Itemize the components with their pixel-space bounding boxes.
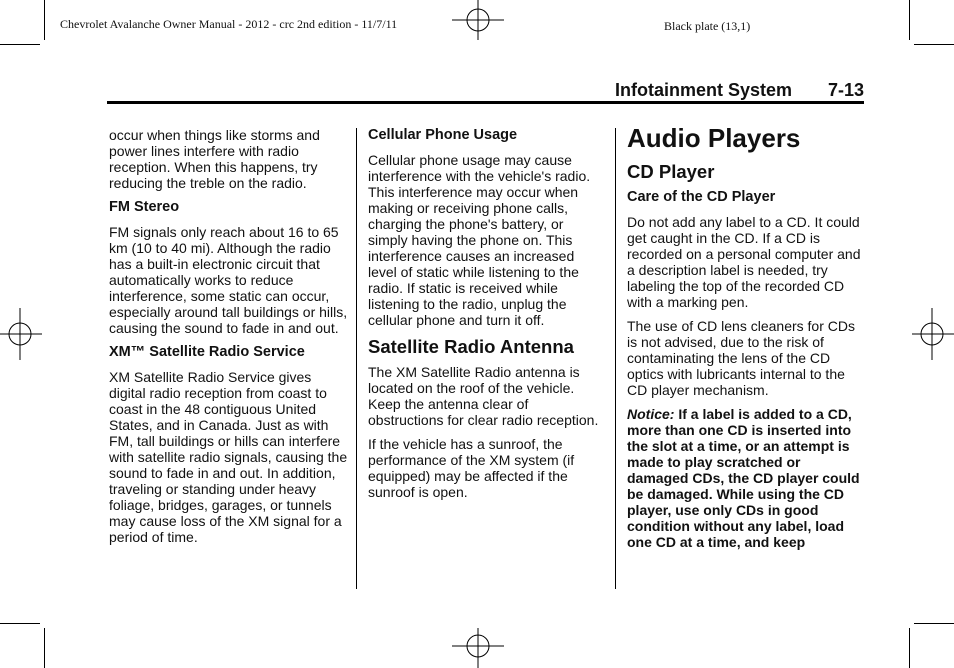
notice-label: Notice: bbox=[627, 406, 675, 422]
heading-xm-satellite: XM™ Satellite Radio Service bbox=[109, 344, 305, 360]
registration-mark-top bbox=[452, 0, 504, 44]
paragraph-care-2: The use of CD lens cleaners for CDs is not advised, due to the risk of contaminating the lens of the CD optics with lubricants internal to the CD player mechanism. bbox=[627, 318, 855, 398]
column-1 bbox=[109, 127, 349, 553]
paragraph-fm-stereo: FM signals only reach about 16 to 65 km (10 to 40 mi). Although the radio has a built-in electronic circuit that automatically works to reduce interference, some static can occur, especially around tall buildings or hills, causing the sound to fade in and out. bbox=[109, 224, 348, 336]
notice-text: If a label is added to a CD, more than one CD is inserted into the slot at a time, or an attempt is made to play scratched or damaged CDs, the CD player could be damaged. While using the CD player, use only CDs in good condition without any label, load one CD at a time, and keep bbox=[627, 406, 860, 550]
heading-cd-player: CD Player bbox=[627, 161, 715, 182]
section-title: Infotainment System bbox=[615, 80, 793, 100]
paragraph-intro: occur when things like storms and power lines interfere with radio reception. When this happens, try reducing the treble on the radio. bbox=[109, 127, 320, 191]
registration-mark-left bbox=[0, 308, 44, 360]
column-3 bbox=[627, 124, 864, 558]
paragraph-antenna-2: If the vehicle has a sunroof, the performance of the XM system (if equipped) may be affected if the sunroof is open. bbox=[368, 436, 575, 500]
heading-fm-stereo: FM Stereo bbox=[109, 199, 180, 215]
paragraph-xm-satellite: XM Satellite Radio Service gives digital radio reception from coast to coast in the 48 contiguous United States, and in Canada. Just as with FM, tall buildings or hills can interfere with satellite radio signals, causing the sound to fade in and out. In addition, traveling or standing under heavy foliage, bridges, garages, or tunnels may cause loss of the XM signal for a period of time. bbox=[109, 369, 348, 545]
header-rule bbox=[107, 101, 864, 104]
heading-care-cd-player: Care of the CD Player bbox=[627, 189, 776, 205]
heading-audio-players: Audio Players bbox=[627, 123, 801, 153]
column-2 bbox=[368, 127, 606, 508]
paragraph-care-1: Do not add any label to a CD. It could get caught in the CD. If a CD is recorded on a personal computer and a description label is needed, try labeling the top of the recorded CD with a marking pen. bbox=[627, 214, 861, 310]
registration-mark-right bbox=[910, 308, 954, 360]
paragraph-cellular-phone: Cellular phone usage may cause interference with the vehicle's radio. This interference may occur when making or receiving phone calls, charging the phone's battery, or simply having the phone on. This interference causes an increased level of static while listening to the radio. If static is received while listening to the radio, unplug the cellular phone and turn it off. bbox=[368, 152, 591, 328]
column-divider-1 bbox=[356, 128, 357, 589]
page-number: 7-13 bbox=[828, 80, 865, 100]
heading-cellular-phone: Cellular Phone Usage bbox=[368, 127, 518, 143]
print-header-plate: Black plate (13,1) bbox=[664, 19, 751, 33]
paragraph-antenna-1: The XM Satellite Radio antenna is located on the roof of the vehicle. Keep the antenna clear of obstructions for clear radio reception. bbox=[368, 364, 599, 428]
registration-mark-bottom bbox=[452, 626, 504, 668]
heading-satellite-antenna: Satellite Radio Antenna bbox=[368, 336, 574, 357]
column-divider-2 bbox=[615, 128, 616, 589]
notice-paragraph bbox=[627, 406, 864, 550]
print-header-title: Chevrolet Avalanche Owner Manual - 2012 - crc 2nd edition - 11/7/11 bbox=[60, 17, 398, 31]
